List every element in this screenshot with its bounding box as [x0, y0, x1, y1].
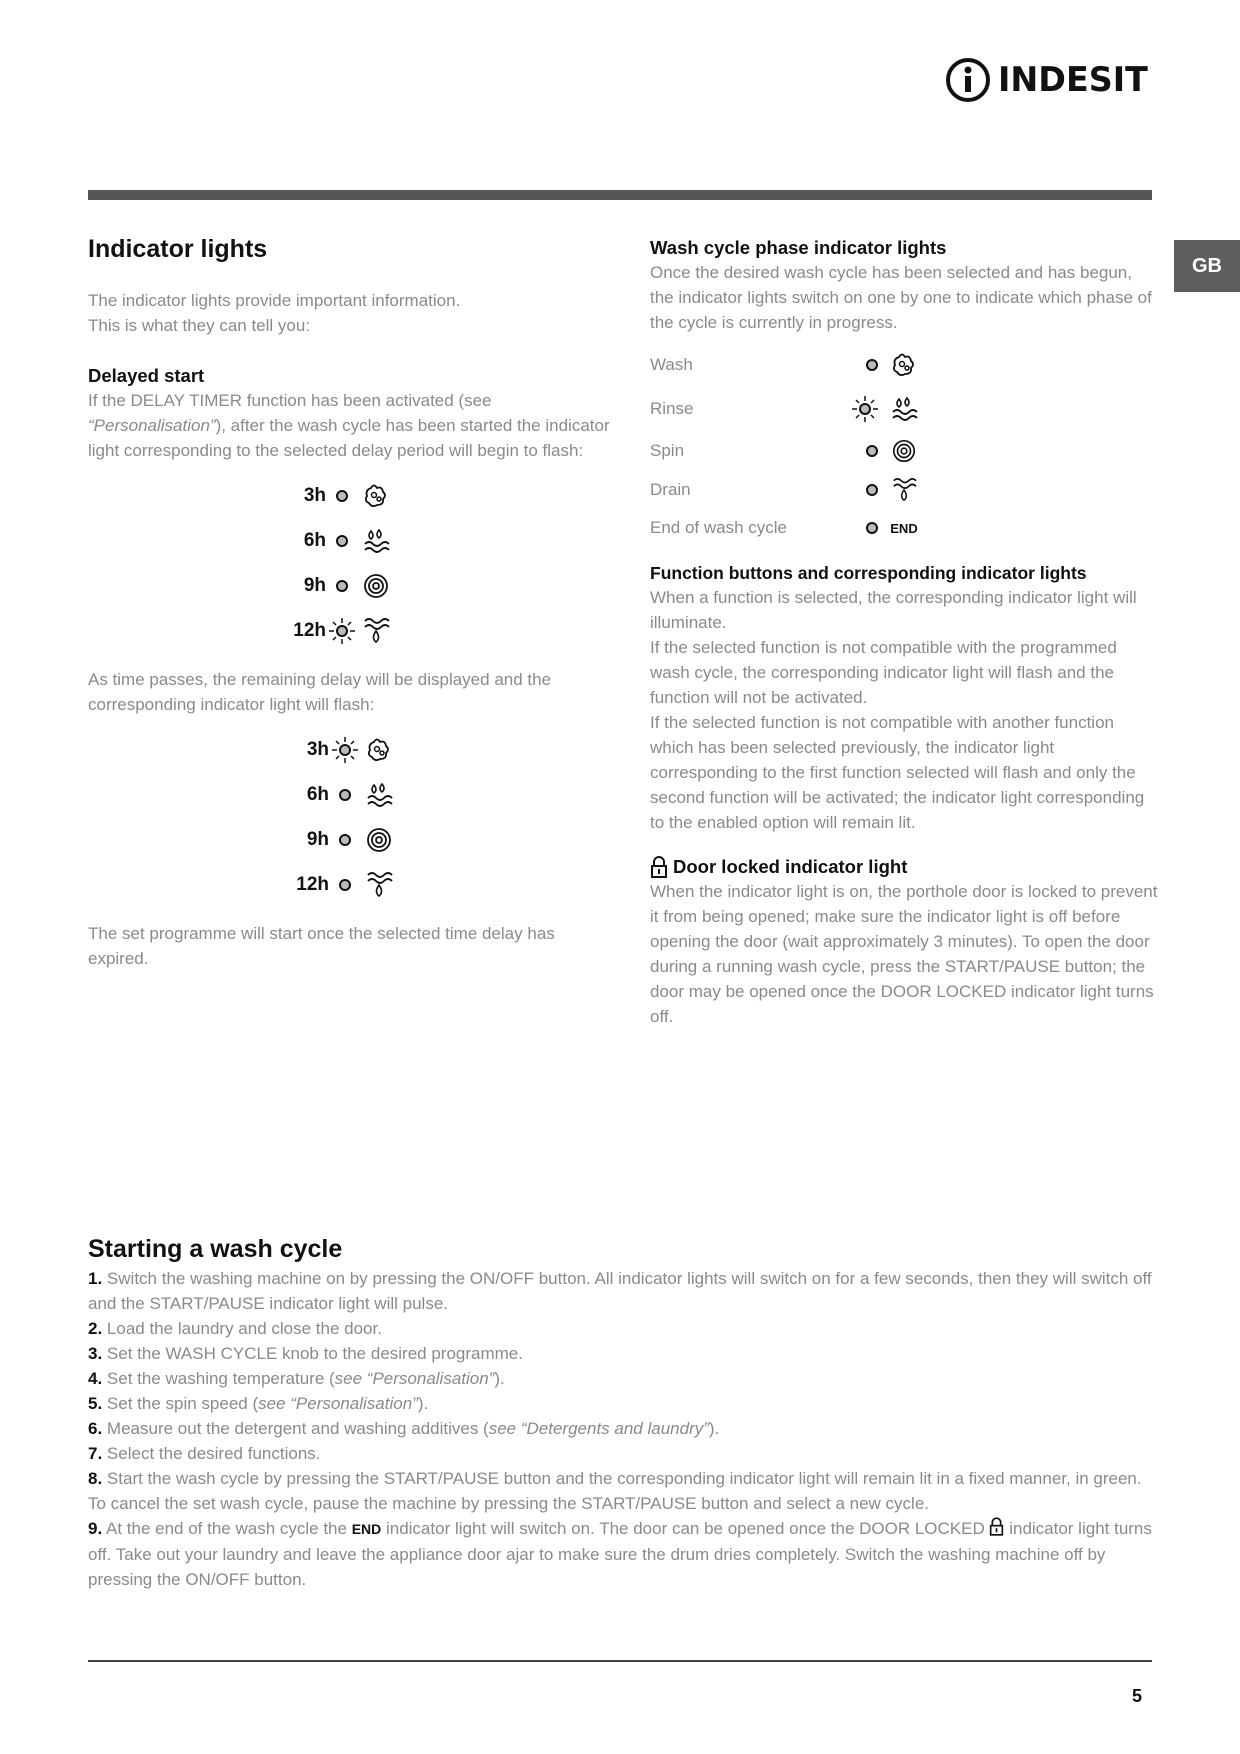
cancel-note: To cancel the set wash cycle, pause the machine by pressing the START/PAUSE button and select a new cycle.: [88, 1494, 929, 1513]
spin-icon: [358, 570, 394, 602]
step-8: [88, 1466, 1152, 1491]
phase-row: [650, 509, 1160, 547]
delay-label: 6h: [306, 783, 329, 805]
door-locked-heading-row: [650, 855, 1160, 879]
delay-table-2: [289, 727, 618, 907]
delayed-start-heading: Delayed start: [88, 365, 205, 386]
step-text: Measure out the detergent and washing additives (: [106, 1419, 489, 1438]
delay-label: 9h: [306, 828, 329, 850]
led-flashing-icon: [329, 734, 361, 766]
indicator-lights-title: Indicator lights: [88, 235, 268, 263]
starting-section: [88, 1232, 1152, 1592]
detergents-ref: see “Detergents and laundry”: [488, 1419, 709, 1438]
step-2: [88, 1316, 1152, 1341]
language-tab: [1174, 240, 1240, 292]
delay-row: [286, 518, 618, 563]
delay-label: 3h: [303, 484, 326, 506]
step-text: At the end of the wash cycle the: [105, 1519, 352, 1538]
step-5: [88, 1391, 1152, 1416]
function-buttons-heading: Function buttons and corresponding indicator lights: [650, 563, 1087, 583]
step-text: Set the spin speed (: [106, 1394, 259, 1413]
delay-row: [289, 862, 618, 907]
step-text: Set the WASH CYCLE knob to the desired programme.: [106, 1344, 523, 1363]
header-divider: [88, 190, 1152, 200]
rinse-icon: [358, 525, 394, 557]
step-number: 6.: [88, 1419, 103, 1438]
led-off-icon: [860, 513, 884, 543]
personalisation-ref: “Personalisation”: [88, 416, 216, 435]
delay-row: [289, 772, 618, 817]
padlock-icon: [650, 856, 668, 878]
delay-row: [286, 608, 618, 653]
step-number: 1.: [88, 1269, 103, 1288]
phase-label: Rinse: [650, 399, 694, 418]
drain-icon: [361, 869, 397, 901]
function-buttons-p1: When a function is selected, the corresponding indicator light will illuminate.: [650, 588, 1137, 632]
step-text: indicator light will switch on. The door can be opened once the DOOR LOCKED: [381, 1519, 990, 1538]
step-text: ).: [708, 1419, 720, 1438]
language-tab-label: GB: [1192, 254, 1222, 277]
step-text: Load the laundry and close the door.: [106, 1319, 382, 1338]
phase-label: Spin: [650, 441, 685, 460]
starting-title: Starting a wash cycle: [88, 1235, 343, 1263]
delay-closing-text: The set programme will start once the selected time delay has expired.: [88, 924, 555, 968]
led-off-icon: [860, 475, 884, 505]
wash-icon: [884, 350, 924, 380]
function-buttons-p2: If the selected function is not compatible with the programmed wash cycle, the corresponding indicator light will flash and the function will not be activated.: [650, 638, 1117, 707]
step-text: Switch the washing machine on by pressing the ON/OFF button. All indicator lights will switch on for a few seconds, then they will switch off and the START/PAUSE indicator light will pulse.: [88, 1269, 1152, 1313]
intro-line-1: The indicator lights provide important information.: [88, 291, 461, 310]
spin-icon: [361, 824, 397, 856]
end-indicator-label: END: [351, 1521, 382, 1537]
wash-phase-body: Once the desired wash cycle has been selected and has begun, the indicator lights switch on one by one to indicate which phase of the cycle is currently in progress.: [650, 263, 1152, 332]
step-4: [88, 1366, 1152, 1391]
led-off-icon: [326, 525, 358, 557]
delayed-start-body: [88, 388, 618, 463]
led-off-icon: [860, 350, 884, 380]
led-off-icon: [860, 436, 884, 466]
delay-label: 12h: [296, 873, 329, 895]
led-off-icon: [326, 480, 358, 512]
end-indicator-label: END: [890, 520, 918, 536]
rinse-icon: [884, 394, 924, 424]
phase-label: Drain: [650, 480, 691, 499]
led-flashing-icon: [326, 615, 358, 647]
personalisation-ref: see “Personalisation”: [334, 1369, 495, 1388]
step-text: indicator light turns off. Take out your laundry and leave the appliance door ajar to make sure the drum dries completely. Switch the washing machine off by pressing the ON/OFF button.: [88, 1519, 1152, 1589]
step-number: 9.: [88, 1519, 103, 1538]
indesit-i-icon: [944, 56, 992, 104]
step-number: 5.: [88, 1394, 103, 1413]
step-number: 8.: [88, 1469, 103, 1488]
step-1: [88, 1266, 1152, 1316]
led-off-icon: [326, 570, 358, 602]
delay-table-1: [286, 473, 618, 653]
wash-icon: [361, 734, 397, 766]
delayed-start-body-a: If the DELAY TIMER function has been activated (see: [88, 391, 492, 410]
door-locked-body: When the indicator light is on, the porthole door is locked to prevent it from being opened; make sure the indicator light is off before opening the door (wait approximately 3 minutes). To open the door during a running wash cycle, press the START/PAUSE button; the door may be opened once the DOOR LOCKED indicator light turns off.: [650, 882, 1158, 1026]
drain-icon: [884, 475, 924, 505]
right-column: [650, 236, 1160, 1029]
rinse-icon: [361, 779, 397, 811]
delay-row: [289, 727, 618, 772]
delay-label: 9h: [303, 574, 326, 596]
led-off-icon: [329, 779, 361, 811]
step-number: 4.: [88, 1369, 103, 1388]
led-off-icon: [329, 869, 361, 901]
step-text: Start the wash cycle by pressing the START/PAUSE button and the corresponding indicator light will remain lit in a fixed manner, in green.: [106, 1469, 1142, 1488]
door-locked-heading: Door locked indicator light: [673, 856, 908, 877]
phase-table: [650, 343, 1160, 547]
spin-icon: [884, 436, 924, 466]
wash-phase-heading: Wash cycle phase indicator lights: [650, 237, 947, 258]
step-text: ).: [494, 1369, 505, 1388]
phase-row: [650, 471, 1160, 509]
phase-label: Wash: [650, 355, 693, 374]
delay-label: 3h: [306, 738, 329, 760]
step-3: [88, 1341, 1152, 1366]
step-text: Select the desired functions.: [106, 1444, 321, 1463]
left-column: [88, 232, 618, 971]
step-9: [88, 1516, 1152, 1592]
phase-row: [650, 431, 1160, 471]
delay-label: 6h: [303, 529, 326, 551]
wash-icon: [358, 480, 394, 512]
function-buttons-p3: If the selected function is not compatible with another function which has been selected previously, the indicator light corresponding to the first function selected will flash and only the second function will be activated; the indicator light corresponding to the enabled option will remain lit.: [650, 713, 1145, 832]
delayed-start-body-b: ), after the wash cycle has been started the indicator light corresponding to the selected delay period will begin to flash:: [88, 416, 610, 460]
phase-label: End of wash cycle: [650, 518, 788, 537]
delay-row: [286, 473, 618, 518]
step-7: [88, 1441, 1152, 1466]
led-off-icon: [329, 824, 361, 856]
step-number: 7.: [88, 1444, 103, 1463]
step-text: Set the washing temperature (: [106, 1369, 335, 1388]
step-text: ).: [417, 1394, 429, 1413]
intro-line-2: This is what they can tell you:: [88, 316, 311, 335]
personalisation-ref: see “Personalisation”: [258, 1394, 418, 1413]
phase-row: [650, 343, 1160, 387]
indesit-logo: [944, 56, 1151, 104]
drain-icon: [358, 615, 394, 647]
step-number: 2.: [88, 1319, 103, 1338]
padlock-icon: [989, 1517, 1004, 1536]
delay-label: 12h: [293, 619, 326, 641]
footer-divider: [88, 1660, 1152, 1662]
step-number: 3.: [88, 1344, 103, 1363]
delay-row: [289, 817, 618, 862]
page-number: 5: [1132, 1686, 1143, 1706]
phase-row: [650, 387, 1160, 431]
delay-middle-text: As time passes, the remaining delay will be displayed and the corresponding indicator light will flash:: [88, 670, 552, 714]
step-6: [88, 1416, 1152, 1441]
delay-row: [286, 563, 618, 608]
led-flashing-icon: [846, 394, 884, 424]
brand-name: INDESIT: [998, 60, 1148, 100]
